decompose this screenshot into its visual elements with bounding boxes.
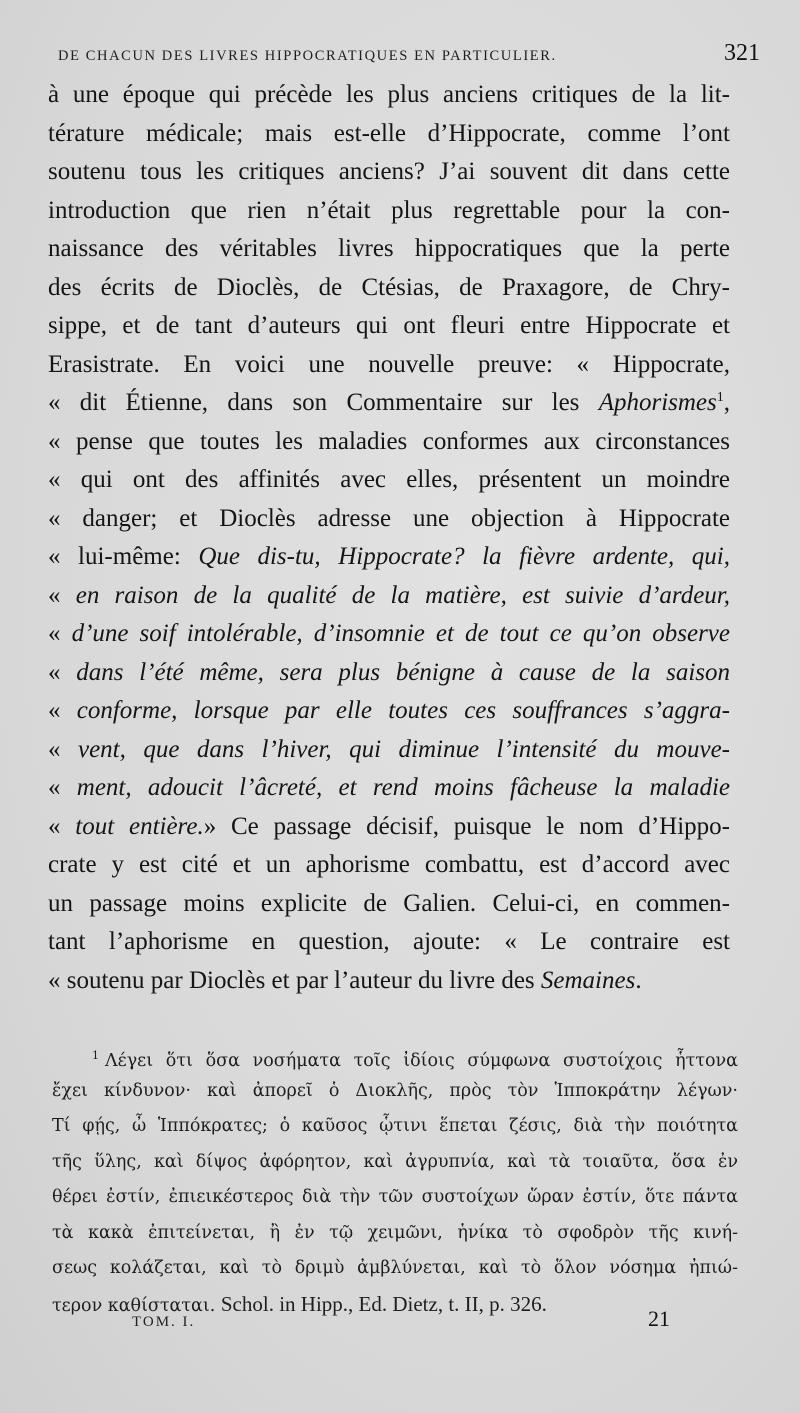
text-line	[48, 769, 730, 808]
text-line: tant l’aphorisme en question, ajoute: « Le contraire est	[48, 928, 730, 955]
footnote-text: τερον καθίσταται.	[52, 1295, 221, 1316]
bottom-line	[132, 1306, 670, 1332]
page-number: 321	[724, 40, 760, 66]
text-segment: ,	[723, 389, 730, 416]
text-line: des écrits de Dioclès, de Ctésias, de Praxagore, de Chry-	[48, 273, 730, 301]
text-line: à une époque qui précède les plus anciens critiques de la lit-	[48, 81, 730, 108]
footnote-citation: Schol. in Hipp., Ed. Dietz, t. II, p. 326.	[220, 1291, 547, 1316]
text-line: un passage moins explicite de Galien. Celui-ci, en commen-	[48, 889, 730, 917]
text-segment: » Ce passage décisif, puisque le nom d’Hippo-	[203, 812, 730, 840]
italic-text: conforme, lorsque par elle toutes ces souffrances s’aggra-	[76, 697, 730, 724]
footnote-marker: 1	[92, 1049, 99, 1062]
sheet-number: 21	[648, 1306, 670, 1331]
text-line	[48, 962, 730, 1001]
text-line: « danger; et Dioclès adresse une objection à Hippocrate	[48, 504, 730, 532]
text-segment: «	[48, 812, 76, 840]
footnote-line	[52, 1251, 738, 1287]
text-line	[48, 384, 730, 423]
text-segment: .	[635, 966, 642, 994]
footnote-line	[52, 1145, 738, 1181]
running-head	[58, 40, 760, 72]
footnote	[52, 1038, 738, 1322]
text-segment: «	[48, 620, 72, 647]
text-line	[48, 731, 730, 770]
text-line	[48, 615, 730, 654]
volume-signature: TOM. I.	[132, 1314, 196, 1330]
main-text	[48, 76, 730, 1000]
footnote-text: Τί φῄς, ὦ Ἱππόκρατες; ὁ καῦσος ᾧτινι ἕπεται ζέσις, διὰ τὴν ποιότητα	[52, 1116, 738, 1136]
italic-text: Semaines	[540, 966, 636, 994]
text-segment: «	[48, 658, 77, 686]
text-line: « pense que toutes les maladies conformes aux circonstances	[48, 427, 730, 455]
text-segment: « soutenu par Dioclès et par l’auteur du livre des	[48, 966, 541, 994]
italic-text: dans l’été même, sera plus bénigne à cause de la saison	[76, 658, 730, 686]
text-line: « qui ont des affinités avec elles, présentent un moindre	[48, 466, 730, 493]
footnote-line	[52, 1109, 738, 1145]
italic-text: ment, adoucit l’âcreté, et rend moins fâcheuse la maladie	[76, 774, 730, 801]
italic-text: en raison de la qualité de la matière, est suivie d’ardeur,	[75, 581, 731, 609]
text-segment: «	[48, 581, 76, 609]
italic-text: tout entière.	[75, 812, 204, 840]
footnote-line	[52, 1216, 738, 1252]
footnote-text: σεως κολάζεται, καὶ τὸ δριμὺ ἀμβλύνεται, καὶ τὸ ὅλον νόσημα ἠπιώ-	[52, 1258, 738, 1278]
footnote-reference: 1	[716, 390, 724, 405]
running-title: DE CHACUN DES LIVRES HIPPOCRATIQUES EN PARTICULIER.	[58, 48, 557, 64]
text-line: crate y est cité et un aphorisme combattu, est d’accord avec	[48, 851, 730, 878]
text-line	[48, 808, 730, 847]
text-segment: «	[48, 697, 77, 724]
text-line: naissance des véritables livres hippocratiques que la perte	[48, 235, 730, 262]
footnote-text: ἔχει κίνδυνον· καὶ ἀπορεῖ ὁ Διοκλῆς, πρὸς τὸν Ἱπποκράτην λέγων·	[52, 1080, 738, 1101]
footnote-line	[52, 1074, 738, 1110]
text-line: Erasistrate. En voici une nouvelle preuve: « Hippocrate,	[48, 350, 730, 378]
italic-text: Aphorismes	[598, 389, 717, 416]
footnote-text: Λέγει ὅτι ὅσα νοσήματα τοῖς ἰδίοις σύμφωνα συστοίχοις ἧττονα	[105, 1051, 738, 1071]
italic-text: d’une soif intolérable, d’insomnie et de tout ce qu’on observe	[71, 620, 730, 647]
text-line: térature médicale; mais est-elle d’Hippocrate, comme l’ont	[48, 119, 730, 147]
text-line: soutenu tous les critiques anciens? J’ai souvent dit dans cette	[48, 158, 730, 185]
footnote-text: τὰ κακὰ ἐπιτείνεται, ἢ ἐν τῷ χειμῶνι, ἡνίκα τὸ σφοδρὸν τῆς κινή-	[52, 1222, 738, 1243]
italic-text: Que dis-tu, Hippocrate? la fièvre ardente, qui,	[198, 543, 731, 570]
text-line	[48, 577, 730, 616]
text-line: introduction que rien n’était plus regrettable pour la con-	[48, 196, 730, 224]
text-segment: « dit Étienne, dans son Commentaire sur les	[48, 389, 599, 416]
text-line: sippe, et de tant d’auteurs qui ont fleuri entre Hippocrate et	[48, 312, 730, 339]
footnote-line	[52, 1038, 738, 1074]
text-line	[48, 692, 730, 731]
text-segment: «	[48, 774, 77, 801]
text-line	[48, 538, 730, 577]
footnote-text: τῆς ὕλης, καὶ δίψος ἀφόρητον, καὶ ἀγρυπνία, καὶ τὰ τοιαῦτα, ὅσα ἐν	[52, 1151, 738, 1172]
footnote-line	[52, 1180, 738, 1216]
italic-text: vent, que dans l’hiver, qui diminue l’intensité du mouve-	[77, 735, 731, 763]
text-segment: « lui-même:	[48, 543, 199, 570]
text-line	[48, 654, 730, 693]
footnote-text: θέρει ἐστίν, ἐπιεικέστερος διὰ τὴν τῶν συστοίχων ὥραν ἐστίν, ὅτε πάντα	[52, 1187, 738, 1207]
text-segment: «	[48, 735, 78, 763]
